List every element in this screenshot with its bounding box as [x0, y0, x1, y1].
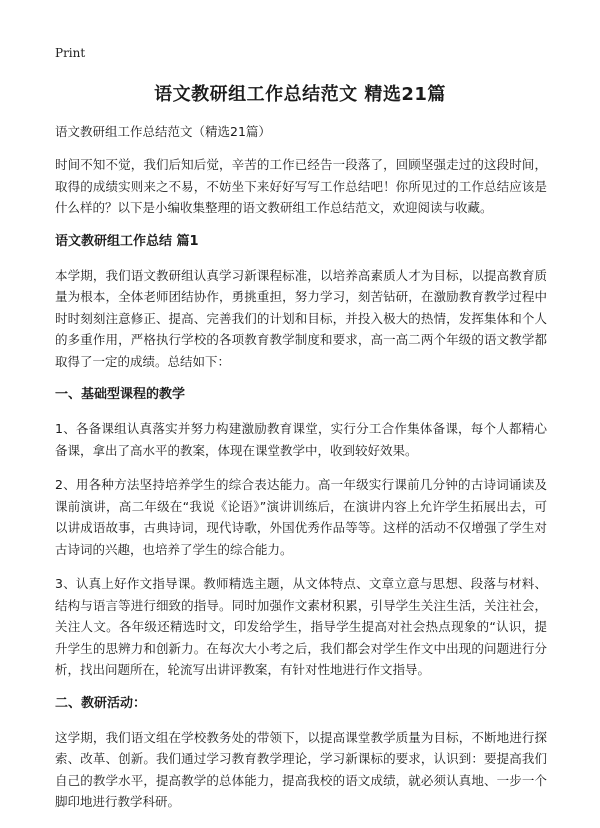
intro-paragraph: 时间不知不觉，我们后知后觉，辛苦的工作已经告一段落了，回顾坚强走过的这段时间，取得的成绩实则来之不易，不妨坐下来好好写写工作总结吧！你所见过的工作总结应该是什么样的？以下是小编收集整理的语文教研组工作总结范文，欢迎阅读与收藏。: [55, 157, 547, 215]
page-title: 语文教研组工作总结范文 精选21篇: [154, 84, 446, 105]
section1-intro-paragraph: 本学期，我们语文教研组认真学习新课程标准，以培养高素质人才为目标，以提高教育质量为根本，全体老师团结协作，勇挑重担，努力学习，刻苦钻研，在激励教育教学过程中时时刻刻注意修正、提高、完善我们的计划和目标，并投入极大的热情，发挥集体和个人的多重作用，严格执行学校的各项教育教学制度和要求，高一高二两个年级的语文教学都取得了一定的成绩。总结如下：: [55, 267, 547, 369]
print-label: Print: [55, 46, 86, 60]
list-item-2: 2、用各种方法坚持培养学生的综合表达能力。高一年级实行课前几分钟的古诗词诵读及课前演讲，高二年级在“我说《论语》”演讲训练后，在演讲内容上允许学生拓展出去，可以讲成语故事，古典诗词，现代诗歌，外国优秀作品等等。这样的活动不仅增强了学生对古诗词的兴趣，也培养了学生的综合能力。: [55, 477, 547, 557]
research-paragraph: 这学期，我们语文组在学校教务处的带领下，以提高课堂教学质量为目标，不断地进行探索、改革、创新。我们通过学习教育教学理论，学习新课标的要求，认识到：要提高我们自己的教学水平，提高教学的总体能力，提高我校的语文成绩，就必须认真地、一步一个脚印地进行教学科研。: [55, 729, 547, 809]
document-body: [55, 121, 547, 826]
heading-basic-courses: 一、基础型课程的教学: [55, 387, 186, 402]
heading-research-activities: 二、教研活动：: [55, 695, 147, 711]
section-heading-1: 语文教研组工作总结 篇1: [55, 233, 199, 249]
list-item-1: 1、各备课组认真落实并努力构建激励教育课堂，实行分工合作集体备课，每个人都精心备课，拿出了高水平的教案，体现在课堂教学中，收到较好效果。: [55, 421, 547, 458]
document-subtitle: 语文教研组工作总结范文（精选21篇）: [55, 124, 271, 139]
list-item-3: 3、认真上好作文指导课。教师精选主题，从文体特点、文章立意与思想、段落与材料、结构与语言等进行细致的指导。同时加强作文素材积累，引导学生关注生活，关注社会，关注人文。各年级还精选时文，印发给学生，指导学生提高对社会热点现象的“认识，提升学生的思辨力和创新力。在每次大小考之后，我们都会对学生作文中出现的问题进行分析，找出问题所在，轮流写出讲评教案，有针对性地进行作文指导。: [55, 576, 547, 677]
